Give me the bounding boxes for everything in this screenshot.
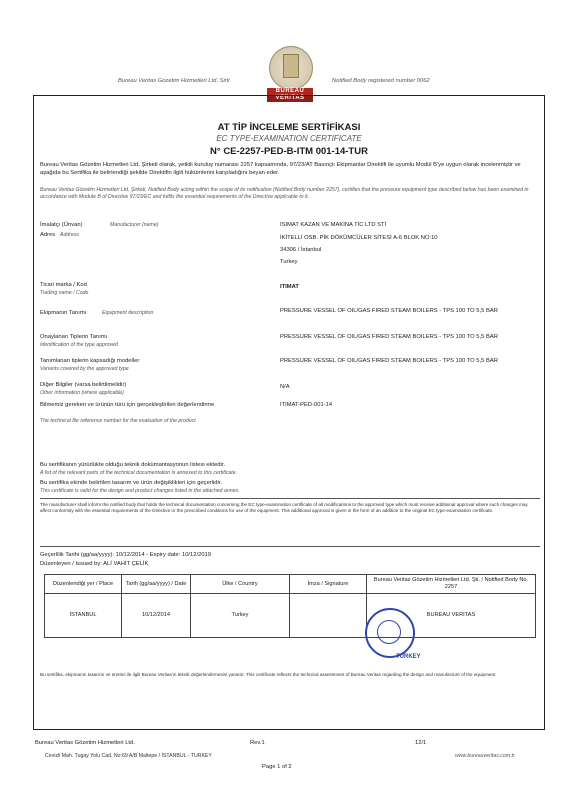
field-label-tr: Bilmemiz gereken ve ürünün türü için gerçekleştirilen değerlendirme <box>40 402 215 408</box>
field-label-tr: Adres <box>40 232 56 238</box>
table-row <box>45 594 536 638</box>
field-type-identification <box>40 334 540 358</box>
field-value: PRESSURE VESSEL OF OIL/GAS FIRED STEAM BOILERS - TPS 100 TO 5,5 BAR <box>280 358 498 364</box>
table-cell-date: 10/12/2014 <box>122 594 191 638</box>
footer-rev: Rev.1 <box>250 740 265 746</box>
table-header-cell: Bureau Veritas Gözetim Hizmetleri Ltd. Şti. / Notified Body No. 2257 <box>367 575 536 594</box>
field-value: ISIMAT KAZAN VE MAKİNA TİC LTD STİ <box>280 222 387 228</box>
field-technical-file <box>40 402 540 436</box>
footer-website[interactable]: www.bureauveritas.com.tr <box>455 753 515 759</box>
field-value: İKİTELLİ OSB. PİK DÖKÜMCÜLER SİTESİ A-6 BLOK NO:10 34306 / İstanbul Turkey <box>280 235 438 265</box>
divider <box>40 498 540 499</box>
table-header-row <box>45 575 536 594</box>
note-line-2: A list of the relevant parts of the technical documentation is annexed to this certificate. <box>40 470 238 476</box>
field-value: PRESSURE VESSEL OF OIL/GAS FIRED STEAM BOILERS - TPS 100 TO 5,5 BAR <box>280 334 498 340</box>
intro-en: Bureau Veritas Gözetim Hizmetleri Ltd. Şirketi, Notified Body acting within the scope of its notification (Notified Body number 2257), certifies that the pressure equipment type described below has been examined in accordance with Module B of Directive 97/23/EC and fulfils the essential requirements of the Directive applicable to it. <box>40 187 529 200</box>
field-label-en: Equipment description <box>102 310 154 316</box>
table-header-cell: Ülke / Country <box>191 575 290 594</box>
field-address <box>40 232 540 266</box>
validity-line-2: Düzenleyen / Issued by: ALİ VAHİT ÇELİK <box>40 561 149 567</box>
field-value: PRESSURE VESSEL OF OIL/GAS FIRED STEAM BOILERS - TPS 100 TO 5,5 BAR <box>280 308 498 314</box>
footer-company: Bureau Veritas Gözetim Hizmetleri Ltd. <box>35 740 135 746</box>
table-header-cell: Tarih (gg/aa/yyyy) / Date <box>122 575 191 594</box>
field-label-tr: Ticari marka / Kod <box>40 282 87 288</box>
footer-fine-print: Bu sertifika, ekipmanın tasarımı ve üretimi ile ilgili Bureau Veritas'ın teknik değerlendirmesini yansıtır. This certificate reflects the technical assessment of Bureau Veritas regarding the design and manufacture of the equipment. <box>40 672 497 677</box>
header-right: Notified Body registered number 0062 <box>332 78 430 84</box>
field-label-tr: Onaylanan Tiplerin Tanımı <box>40 334 108 340</box>
table-header-cell: İmza / Signature <box>290 575 367 594</box>
field-label-en: Variants covered by the approved type <box>40 366 129 372</box>
stamp-label: TURKEY <box>396 654 421 660</box>
page-number: Page 1 of 2 <box>262 764 292 770</box>
divider <box>40 546 540 547</box>
table-cell-place: İSTANBUL <box>45 594 122 638</box>
field-variants <box>40 358 540 382</box>
footer-doc-ref: 12/1 <box>415 740 427 746</box>
title-en: EC TYPE-EXAMINATION CERTIFICATE <box>216 134 362 143</box>
field-trading-name <box>40 282 540 302</box>
field-value: ITIMAT-PED-001-14 <box>280 402 333 408</box>
official-stamp <box>365 608 415 658</box>
note-fine-print: The manufacturer shall inform the notified body that holds the technical documentation concerning the EC type-examination certificate of all modifications to the approved type which must receive additional approval where such changes may affect conformity with the essential requirements of the Directive or the prescribed conditions for use of the equipment. This additional approval is given in the form of an addition to the original EC type-examination certificate. <box>40 502 528 514</box>
field-label-en: Manufacturer (name) <box>110 222 159 228</box>
note-line-4: This certificate is valid for the design and product changes listed in the attached annex. <box>40 488 240 494</box>
field-equipment-description <box>40 308 540 332</box>
field-value: N/A <box>280 384 290 390</box>
field-other-information <box>40 382 540 402</box>
field-label-en: The technical file reference number for the evaluation of the product <box>40 418 196 424</box>
logo-band-top: BUREAU <box>267 88 313 95</box>
footer-address: Cevizli Mah. Tugay Yolu Cad. No:69 A/B Maltepe / İSTANBUL - TURKEY <box>45 753 212 759</box>
table-cell-issuer: BUREAU VERITAS <box>367 594 536 638</box>
field-label-en: Identification of the type approved <box>40 342 118 348</box>
table-cell-country: Turkey <box>191 594 290 638</box>
title-tr: AT TİP İNCELEME SERTİFİKASI <box>217 122 361 133</box>
table-header-cell: Düzenlendiği yer / Place <box>45 575 122 594</box>
field-value: ITIMAT <box>280 284 299 290</box>
field-label-tr: Ekipmanın Tanımı <box>40 310 87 316</box>
field-label-tr: İmalatçı (Ünvan) <box>40 222 83 228</box>
field-label-tr: Tanımlanan tiplerin kapsadığı modeller <box>40 358 140 364</box>
field-label-en: Trading name / Code <box>40 290 89 296</box>
logo-band-bottom: VERITAS <box>267 95 313 102</box>
field-label-en: Address <box>60 232 80 238</box>
table-cell-signature <box>290 594 367 638</box>
signature-table <box>44 574 536 638</box>
validity-line-1: Geçerlilik Tarihi (gg/aa/yyyy): 10/12/2014 - Expiry date: 10/12/2019 <box>40 552 211 558</box>
certificate-number: N° CE-2257-PED-B-ITM 001-14-TUR <box>210 146 368 157</box>
header-left: Bureau Veritas Gozetim Hizmetleri Ltd. Sirti <box>118 78 230 84</box>
note-line-1: Bu sertifikanın yürürlükte olduğu teknik dokümantasyonun listesi ektedir. <box>40 462 225 468</box>
note-line-3: Bu sertifika ekinde belirtilen tasarım ve ürün değişiklikleri için geçerlidir. <box>40 480 223 486</box>
field-label-tr: Diğer Bilgiler (varsa belirtilmelidir) <box>40 382 127 388</box>
field-label-en: Other information (where applicable) <box>40 390 124 396</box>
intro-tr: Bureau Veritas Gözetim Hizmetleri Ltd. Şirketi olarak, yetkili kuruluş numarası 2257 kapsamında, 97/23/AT Basınçlı Ekipmanlar Direktifi ile uyumlu Modül B'ye uygun olarak incelenmiştir ve aşağıda bu Sertifika ile belirlendiği şekilde Direktifin ilgili hükümlerini karşıladığını beyan eder. <box>40 162 521 176</box>
